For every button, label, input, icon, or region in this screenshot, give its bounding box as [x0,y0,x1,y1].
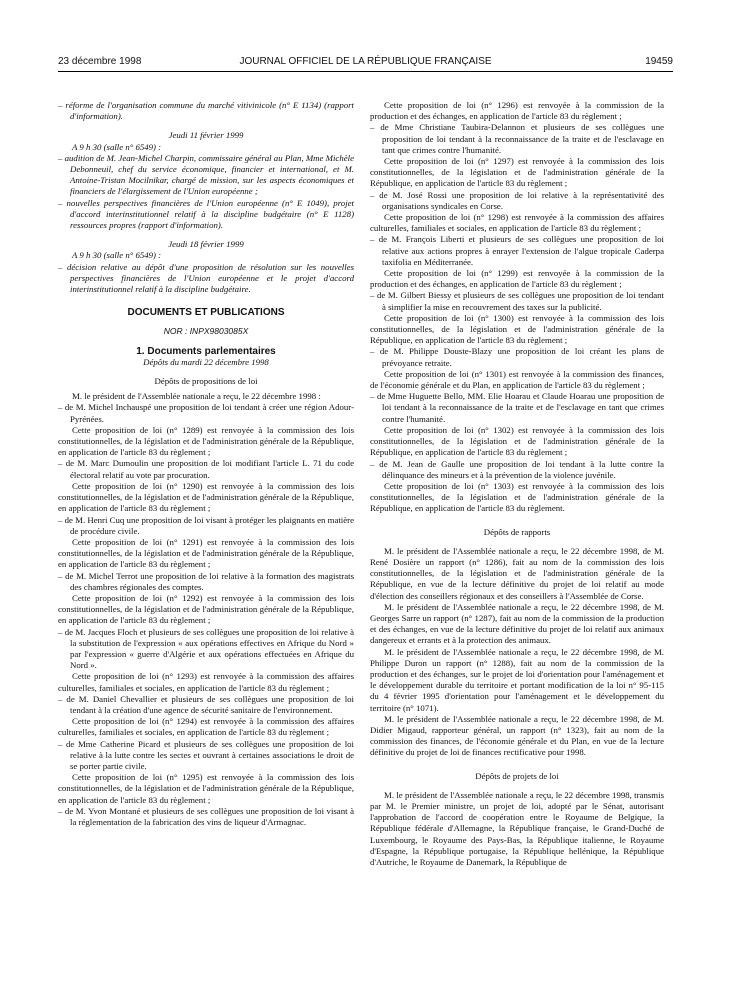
paragraph-text: – nouvelles perspectives financières de l'Union européenne (n° E 1049), projet d'accord interinstitutionnel relatif à la discipline budgétaire (n° E 1128) ressources propres (rapport d'information). [58,197,354,231]
paragraph-text: A 9 h 30 (salle n° 6549) : [72,250,162,261]
paragraph-text: Cette proposition de loi (n° 1296) est renvoyée à la commission de la production et des échanges, en application de l'article 83 du règlement ; [370,100,664,122]
paragraph-text: Cette proposition de loi (n° 1302) est renvoyée à la commission des lois constitutionnelles, de la législation et de l'administration générale de la République, en application de l'article 83 du règlement ; [370,424,664,458]
paragraph-text: M. le président de l'Assemblée nationale a reçu, le 22 décembre 1998, transmis par M. le Premier ministre, un projet de loi, adopté par le Sénat, autorisant l'approbation de l'accord de coopération entre le Royaume de Belgique, la République fédérale d'Allemagne, la République française, le Grand-Duché de Luxembourg, le Royaume des Pays-Bas, la République italienne, le Royaume d'Espagne, la République portugaise, la République hellénique, la République d'Autriche, le Royaume de Danemark, la République de [370,789,664,867]
spacer [370,538,664,546]
left-paragraph [58,142,354,153]
paragraph-text: Dépôts de propositions de loi [154,376,258,387]
left-paragraph [58,262,354,296]
left-paragraph [58,153,354,198]
paragraph-text: – de Mme Huguette Bello, MM. Elie Hoarau et Claude Hoarau une proposition de loi tendant à la reconnaissance de la traite et de l'esclavage en tant que crimes contre l'humanité. [370,391,664,424]
paragraph-text: Cette proposition de loi (n° 1301) est renvoyée à la commission des finances, de l'économie générale et du Plan, en application de l'article 83 du règlement ; [370,368,664,391]
paragraph-text: – réforme de l'organisation commune du marché vitivinicole (n° E 1134) (rapport d'information). [58,100,354,122]
right-paragraph [370,346,664,368]
paragraph-text: – de M. Yvon Montané et plusieurs de ses collègues une proposition de loi visant à la réglementation de la fabrication des vins de liqueur d'Armagnac. [58,805,354,827]
header-rule [58,71,673,72]
paragraph-text: M. le président de l'Assemblée nationale a reçu, le 22 décembre 1998, de M. Philippe Duron un rapport (n° 1288), fait au nom de la commission de la production et des échanges, sur le projet de loi d'orientation pour l'aménagement et le développement durable du territoire et portant modification de la loi n° 95-115 du 4 février 1995 d'orientation pour l'aménagement et le développement du territoire (n° 1071). [370,646,664,713]
right-paragraph [370,714,664,759]
left-paragraph [58,571,354,593]
paragraph-text: Cette proposition de loi (n° 1295) est renvoyée à la commission des lois constitutionnelles, de la législation et de l'administration générale de la République, en application de l'article 83 du règlement ; [58,772,354,805]
paragraph-text: M. le président de l'Assemblée nationale a reçu, le 22 décembre 1998, de M. René Dosière un rapport (n° 1286), fait au nom de la commission des lois constitutionnelles, de la législation et de l'administration générale de la République, en vue de la lecture définitive du projet de loi relatif au mode d'élection des conseillers régionaux et des conseillers à l'Assemblée de Corse. [370,545,664,601]
paragraph-text: DOCUMENTS ET PUBLICATIONS [127,307,285,319]
paragraph-text: – de M. Philippe Douste-Blazy une proposition de loi créant les plans de prévoyance retraite. [370,346,664,368]
left-paragraph [58,671,354,693]
left-paragraph [58,239,354,250]
paragraph-text: Cette proposition de loi (n° 1300) est renvoyée à la commission des lois constitutionnelles, de la législation et de l'administration générale de la République, en application de l'article 83 du règlement ; [370,312,664,346]
left-paragraph [58,806,354,828]
paragraph-text: – de M. Marc Dumoulin une proposition de loi modifiant l'article L. 71 du code électoral relatif au vote par procuration. [58,458,354,480]
paragraph-text: – de M. Gilbert Biessy et plusieurs de ses collègues une proposition de loi tendant à simplifier la mise en recouvrement des taxes sur la publicité. [370,290,664,312]
paragraph-text: – de Mme Christiane Taubira-Delannon et plusieurs de ses collègues une proposition de loi tendant à la reconnaissance de la traite et de l'esclavage en tant que crimes contre l'humanité. [370,122,664,155]
left-paragraph [58,250,354,261]
page-header [58,56,673,70]
right-paragraph [370,100,664,122]
paragraph-text: M. le président de l'Assemblée nationale a reçu, le 22 décembre 1998, de M. Georges Sarre un rapport (n° 1287), fait au nom de la commission de la production et des échanges, en vue de la lecture définitive du projet de loi relatif aux animaux dangereux et errants et à la protection des animaux. [370,601,664,646]
left-paragraph [58,593,354,627]
right-paragraph [370,313,664,347]
right-paragraph [370,212,664,234]
left-paragraph [58,307,354,318]
spacer [58,295,354,307]
paragraph-text: Cette proposition de loi (n° 1292) est renvoyée à la commission des lois constitutionnelles, de la législation et de l'administration générale de la République, en application de l'article 83 du règlement ; [58,592,354,626]
right-paragraph [370,369,664,391]
right-paragraph [370,391,664,425]
paragraph-text: Dépôts de projets de loi [475,770,559,781]
paragraph-text: Cette proposition de loi (n° 1293) est renvoyée à la commission des affaires culturelles, familiales et sociales, en application de l'article 83 du règlement ; [58,671,354,693]
paragraph-text: – décision relative au dépôt d'une proposition de résolution sur les nouvelles perspectives financières de l'Union européenne et le projet d'accord interinstitutionnel relatif à la discipline budgétaire. [58,261,354,295]
left-paragraph [58,458,354,480]
right-paragraph [370,602,664,647]
left-paragraph [58,515,354,537]
spacer [58,318,354,326]
paragraph-text: – de M. Michel Terrot une proposition de loi relative à la formation des magistrats des chambres régionales des comptes. [58,570,354,592]
paragraph-text: Cette proposition de loi (n° 1294) est renvoyée à la commission des affaires culturelles, familiales et sociales, en application de l'article 83 du règlement ; [58,716,354,738]
left-paragraph [58,376,354,387]
paragraph-text: NOR : [163,326,190,337]
paragraph-text: – de M. Michel Inchauspé une proposition de loi tendant à créer une région Adour-Pyrénées. [58,402,354,424]
paragraph-text: Cette proposition de loi (n° 1289) est renvoyée à la commission des lois constitutionnelles, de la législation et de l'administration générale de la République, en application de l'article 83 du règlement ; [58,424,354,458]
right-paragraph [370,190,664,212]
spacer [58,122,354,130]
paragraph-text: – de M. José Rossi une proposition de loi relative à la représentativité des organisations syndicales en Corse. [370,189,664,211]
paragraph-text: Cette proposition de loi (n° 1303) est renvoyée à la commission des lois constitutionnelles, de la législation et de l'administration générale de la République, en application de l'article 83 du règlement. [370,480,664,514]
paragraph-text: Cette proposition de loi (n° 1299) est renvoyée à la commission de la production et des échanges, en application de l'article 83 du règlement ; [370,268,664,290]
left-paragraph [58,198,354,232]
header-title: JOURNAL OFFICIEL DE LA RÉPUBLIQUE FRANÇAISE [239,56,492,67]
left-column [58,100,354,828]
right-column [370,100,664,868]
right-paragraph [370,425,664,459]
paragraph-text: A 9 h 30 (salle n° 6549) : [72,141,162,152]
paragraph-text: Jeudi 18 février 1999 [168,239,244,250]
right-paragraph [370,459,664,481]
paragraph-text: Cette proposition de loi (n° 1298) est renvoyée à la commission des affaires culturelles, familiales et sociales, en application de l'article 83 du règlement ; [370,212,664,234]
paragraph-text: – de M. Daniel Chevallier et plusieurs de ses collègues une proposition de loi tendant à la création d'une agence de sécurité sanitaire de l'environnement. [58,693,354,715]
right-paragraph [370,527,664,538]
paragraph-text: Cette proposition de loi (n° 1290) est renvoyée à la commission des lois constitutionnelles, de la législation et de l'administration générale de la République, en application de l'article 83 du règlement ; [58,480,354,514]
paragraph-text: Dépôts de rapports [483,526,551,537]
right-paragraph [370,290,664,312]
paragraph-text: M. le président de l'Assemblée nationale a reçu, le 22 décembre 1998 : [72,391,321,402]
left-paragraph [58,425,354,459]
left-paragraph [58,402,354,424]
spacer [370,515,664,527]
right-paragraph [370,481,664,515]
spacer [58,368,354,376]
paragraph-text: 1. Documents parlementaires [136,345,276,357]
paragraph-text: – de M. François Liberti et plusieurs de ses collègues une proposition de loi relative aux actions propres à enrayer l'extension de l'algue tropicale Caderpa taxifolia en Méditerranée. [370,234,664,267]
paragraph-text: – de M. Jacques Floch et plusieurs de ses collègues une proposition de loi relative à la substitution de l'expression « aux opérations effectives en Afrique du Nord » par l'expression « guerre d'Algérie et aux opérations effectuées en Afrique du Nord ». [58,626,354,671]
left-paragraph [58,357,354,368]
paragraph-text: Cette proposition de loi (n° 1291) est renvoyée à la commission des lois constitutionnelles, de la législation et de l'administration générale de la République, en application de l'article 83 du règlement ; [58,536,354,570]
paragraph-text: M. le président de l'Assemblée nationale a reçu, le 22 décembre 1998, de M. Didier Migaud, rapporteur général, un rapport (n° 1323), fait au nom de la commission des finances, de l'économie générale et du Plan, en vue de la lecture définitive du projet de loi de finances rectificative pour 1998. [370,713,664,758]
left-paragraph [58,694,354,716]
spacer [58,231,354,239]
right-paragraph [370,647,664,714]
left-paragraph [58,346,354,357]
left-paragraph [58,130,354,141]
right-paragraph [370,156,664,190]
left-paragraph [58,716,354,738]
right-paragraph [370,234,664,268]
header-date: 23 décembre 1998 [58,56,142,67]
left-paragraph [58,326,354,337]
paragraph-text: – audition de M. Jean-Michel Charpin, commissaire général au Plan, Mme Michèle Debonneuil, chef du service économique, financier et international, et M. Antoine-Tristan Mocilnikar, chargé de mission, sur les aspects économiques et financiers de l'élargissement de l'Union européenne ; [58,152,354,197]
spacer [58,338,354,346]
spacer [370,782,664,790]
right-paragraph [370,546,664,602]
paragraph-text: – de Mme Catherine Picard et plusieurs de ses collègues une proposition de loi relative à la lutte contre les sectes et ouvrant à certaines associations le droit de se porter partie civile. [58,738,354,771]
right-paragraph [370,790,664,868]
left-paragraph [58,481,354,515]
left-paragraph [58,391,354,402]
right-paragraph [370,771,664,782]
paragraph-text: Jeudi 11 février 1999 [168,130,244,141]
paragraph-text: Cette proposition de loi (n° 1297) est renvoyée à la commission des lois constitutionnelles, de la législation et de l'administration générale de la République, en application de l'article 83 du règlement ; [370,156,664,189]
left-paragraph [58,627,354,672]
right-paragraph [370,122,664,156]
nor-code: INPX9803085X [189,326,249,337]
paragraph-text: – de M. Jean de Gaulle une proposition de loi tendant à la lutte contre la délinquance des mineurs et à la prévention de la violence juvénile. [370,458,664,480]
paragraph-text: Dépôts du mardi 22 décembre 1998 [143,356,269,367]
left-paragraph [58,100,354,122]
spacer [370,759,664,771]
page-number: 19459 [645,56,673,67]
left-paragraph [58,537,354,571]
left-paragraph [58,739,354,773]
right-paragraph [370,268,664,290]
left-paragraph [58,772,354,806]
paragraph-text: – de M. Henri Cuq une proposition de loi visant à protéger les plaignants en matière de procédure civile. [58,514,354,536]
